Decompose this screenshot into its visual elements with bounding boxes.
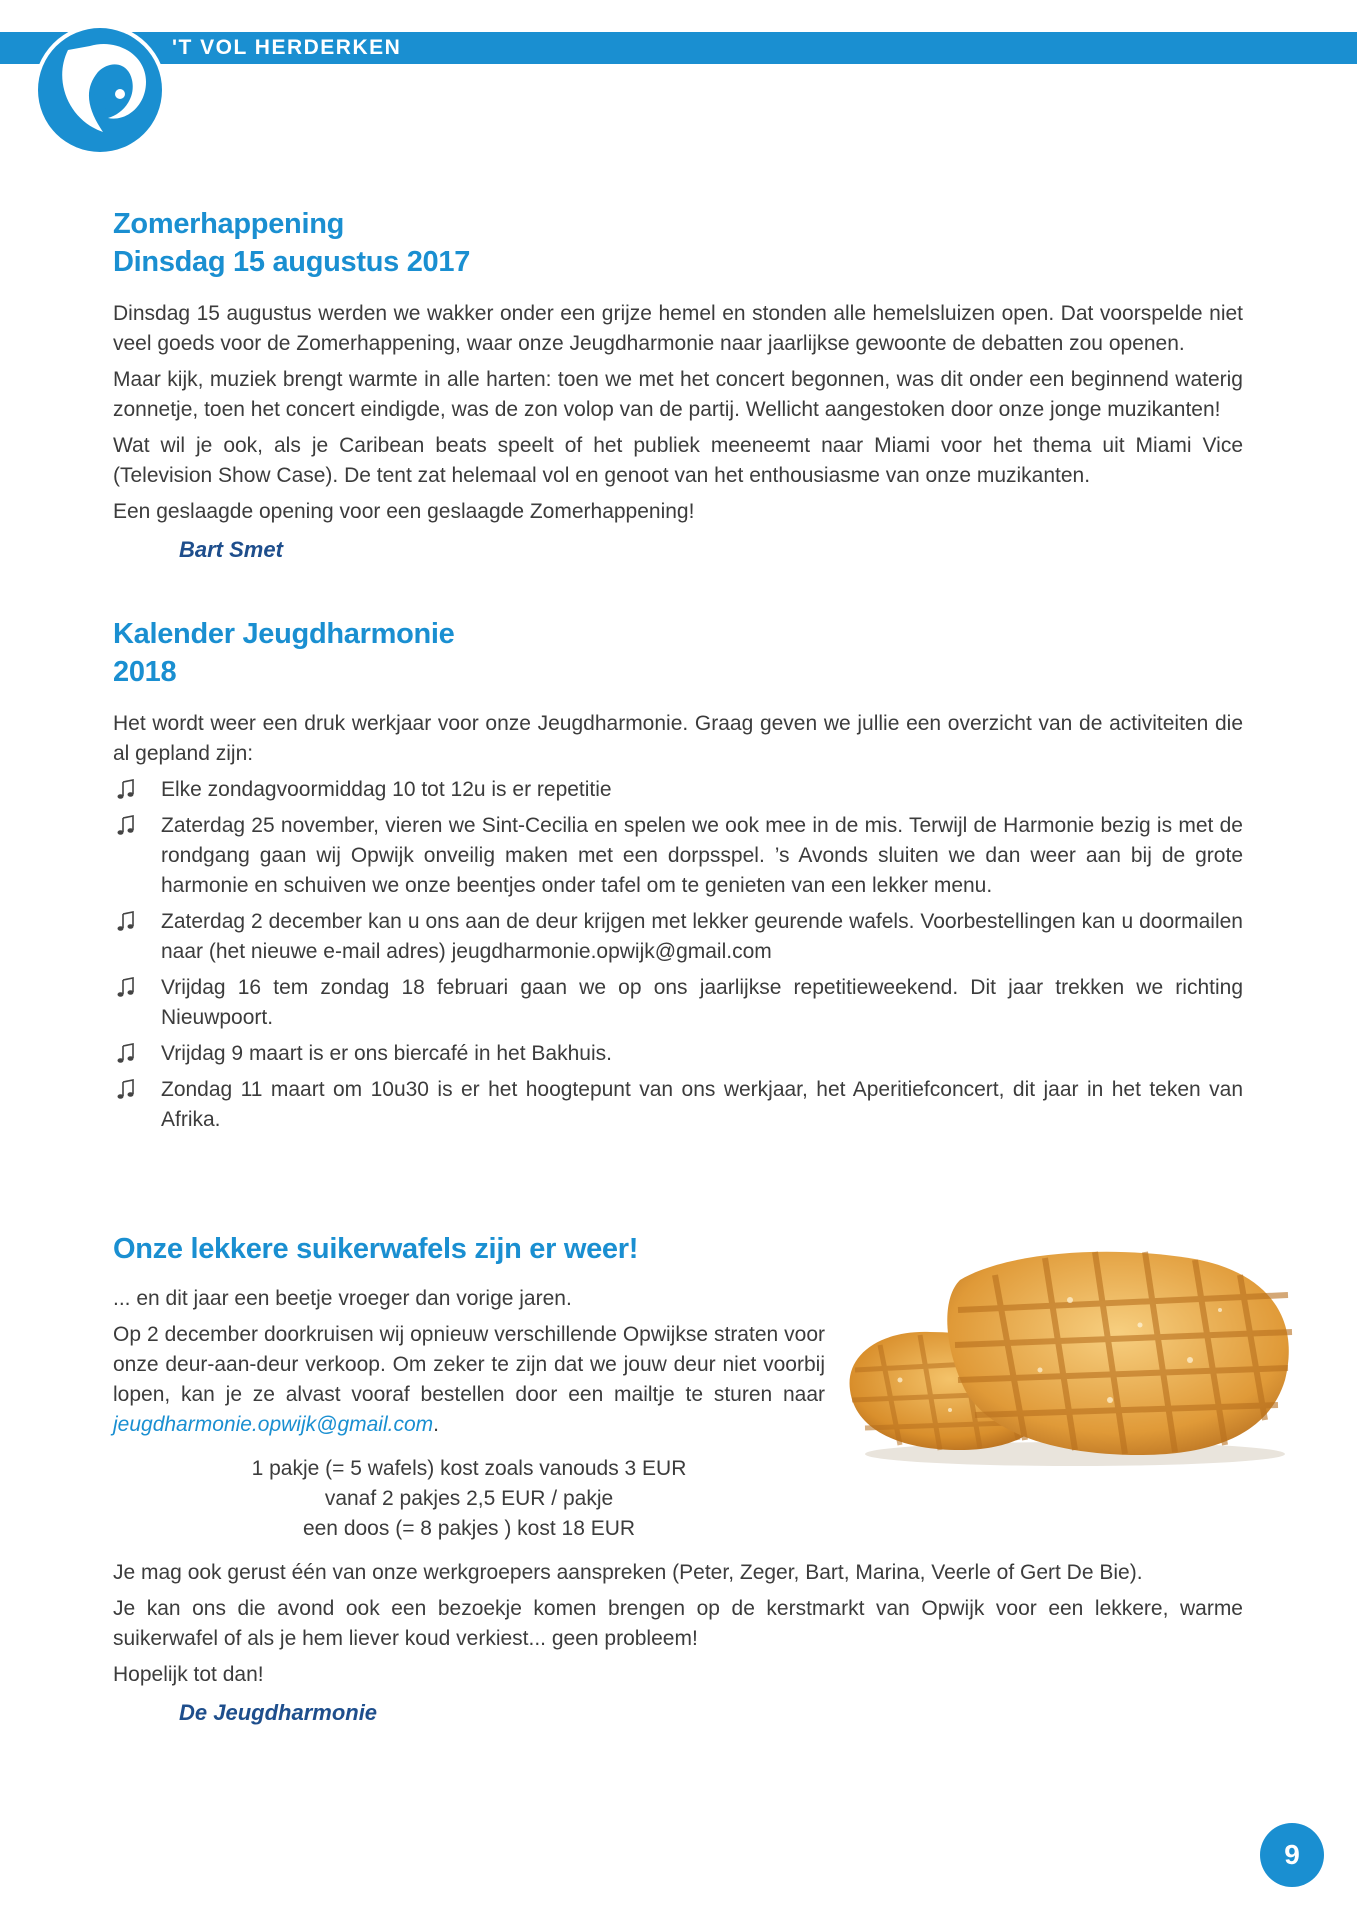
section-kalender	[113, 615, 1243, 1141]
paragraph: Je kan ons die avond ook een bezoekje komen brengen op de kerstmarkt van Opwijk voor een lekkere, warme suikerwafel of als je hem liever koud verkiest... geen probleem!	[113, 1597, 1243, 1650]
paragraph: Het wordt weer een druk werkjaar voor onze Jeugdharmonie. Graag geven we jullie een overzicht van de activiteiten die al gepland zijn:	[113, 712, 1243, 765]
list-item: Zondag 11 maart om 10u30 is er het hoogtepunt van ons werkjaar, het Aperitiefconcert, dit jaar in het teken van Afrika.	[113, 1075, 1243, 1135]
paragraph: Op 2 december doorkruisen wij opnieuw verschillende Opwijkse straten voor onze deur-aan-deur verkoop. Om zeker te zijn dat we jouw deur niet voorbij lopen, kan je ze alvast vooraf bestellen door een mailtje te sturen naar jeugdharmonie.opwijk@gmail.com.	[113, 1323, 825, 1436]
price-line: een doos (= 8 pakjes ) kost 18 EUR	[302, 1517, 636, 1540]
paragraph: ... en dit jaar een beetje vroeger dan vorige jaren.	[113, 1287, 572, 1310]
music-note-icon	[115, 779, 137, 801]
paragraph: Wat wil je ook, als je Caribean beats speelt of het publiek meeneemt naar Miami voor het thema uit Miami Vice (Television Show Case). De tent zat helemaal vol en genoot van het enthousiasme van onze muzikanten.	[113, 434, 1243, 487]
paragraph: Dinsdag 15 augustus werden we wakker onder een grijze hemel en stonden alle hemelsluizen open. Dat voorspelde niet veel goeds voor de Zomerhappening, waar onze Jeugdharmonie naar jaarlijkse gewoonte de debatten zou openen.	[113, 302, 1243, 355]
paragraph: Een geslaagde opening voor een geslaagde Zomerhappening!	[113, 500, 695, 523]
list-item: Vrijdag 9 maart is er ons biercafé in het Bakhuis.	[113, 1039, 1243, 1069]
section-zomerhappening	[113, 205, 1243, 563]
waffle-photo	[840, 1240, 1300, 1470]
paragraph: Je mag ook gerust één van onze werkgroepers aanspreken (Peter, Zeger, Bart, Marina, Veerle of Gert De Bie).	[113, 1561, 1143, 1584]
list-item: Elke zondagvoormiddag 10 tot 12u is er repetitie	[113, 775, 1243, 805]
music-note-icon	[115, 911, 137, 933]
list-item: Vrijdag 16 tem zondag 18 februari gaan we op ons jaarlijkse repetitieweekend. Dit jaar trekken we richting Nieuwpoort.	[113, 973, 1243, 1033]
music-note-icon	[115, 1079, 137, 1101]
section-title: Kalender Jeugdharmonie	[113, 618, 455, 650]
list-item: Zaterdag 25 november, vieren we Sint-Cecilia en spelen we ook mee in de mis. Terwijl de Harmonie bezig is met de rondgang gaan wij Opwijk onveilig maken met een dorpsspel. ’s Avonds sluiten we dan weer aan bij de grote harmonie en schuiven we onze beentjes onder tafel om te genieten van een lekker menu.	[113, 811, 1243, 901]
section-subtitle: Dinsdag 15 augustus 2017	[113, 246, 471, 278]
section-title: Zomerhappening	[113, 208, 345, 240]
signature: De Jeugdharmonie	[179, 1700, 378, 1725]
music-note-icon	[115, 1043, 137, 1065]
price-line: 1 pakje (= 5 wafels) kost zoals vanouds 3 EUR	[251, 1457, 687, 1480]
wafels-intro	[113, 1284, 825, 1544]
section-subtitle: 2018	[113, 656, 177, 688]
signature: Bart Smet	[179, 537, 283, 562]
calendar-list	[113, 775, 1243, 1135]
ram-logo-icon	[28, 10, 173, 155]
paragraph: Maar kijk, muziek brengt warmte in alle harten: toen we met het concert begonnen, was dit onder een beginnend waterig zonnetje, toen het concert eindigde, was de zon volop van de partij. Wellicht aangestoken door onze jonge muzikanten!	[113, 368, 1243, 421]
music-note-icon	[115, 815, 137, 837]
magazine-title: 'T VOL HERDERKEN	[172, 36, 402, 59]
list-item: Zaterdag 2 december kan u ons aan de deur krijgen met lekker geurende wafels. Voorbestellingen kan u doormailen naar (het nieuwe e-mail adres) jeugdharmonie.opwijk@gmail.com	[113, 907, 1243, 967]
price-list	[113, 1454, 825, 1544]
music-note-icon	[115, 977, 137, 999]
email-link[interactable]: jeugdharmonie.opwijk@gmail.com	[113, 1413, 434, 1436]
price-line: vanaf 2 pakjes 2,5 EUR / pakje	[324, 1487, 614, 1510]
section-title: Onze lekkere suikerwafels zijn er weer!	[113, 1233, 639, 1265]
page-number: 9	[1260, 1823, 1324, 1887]
paragraph: Hopelijk tot dan!	[113, 1663, 264, 1686]
